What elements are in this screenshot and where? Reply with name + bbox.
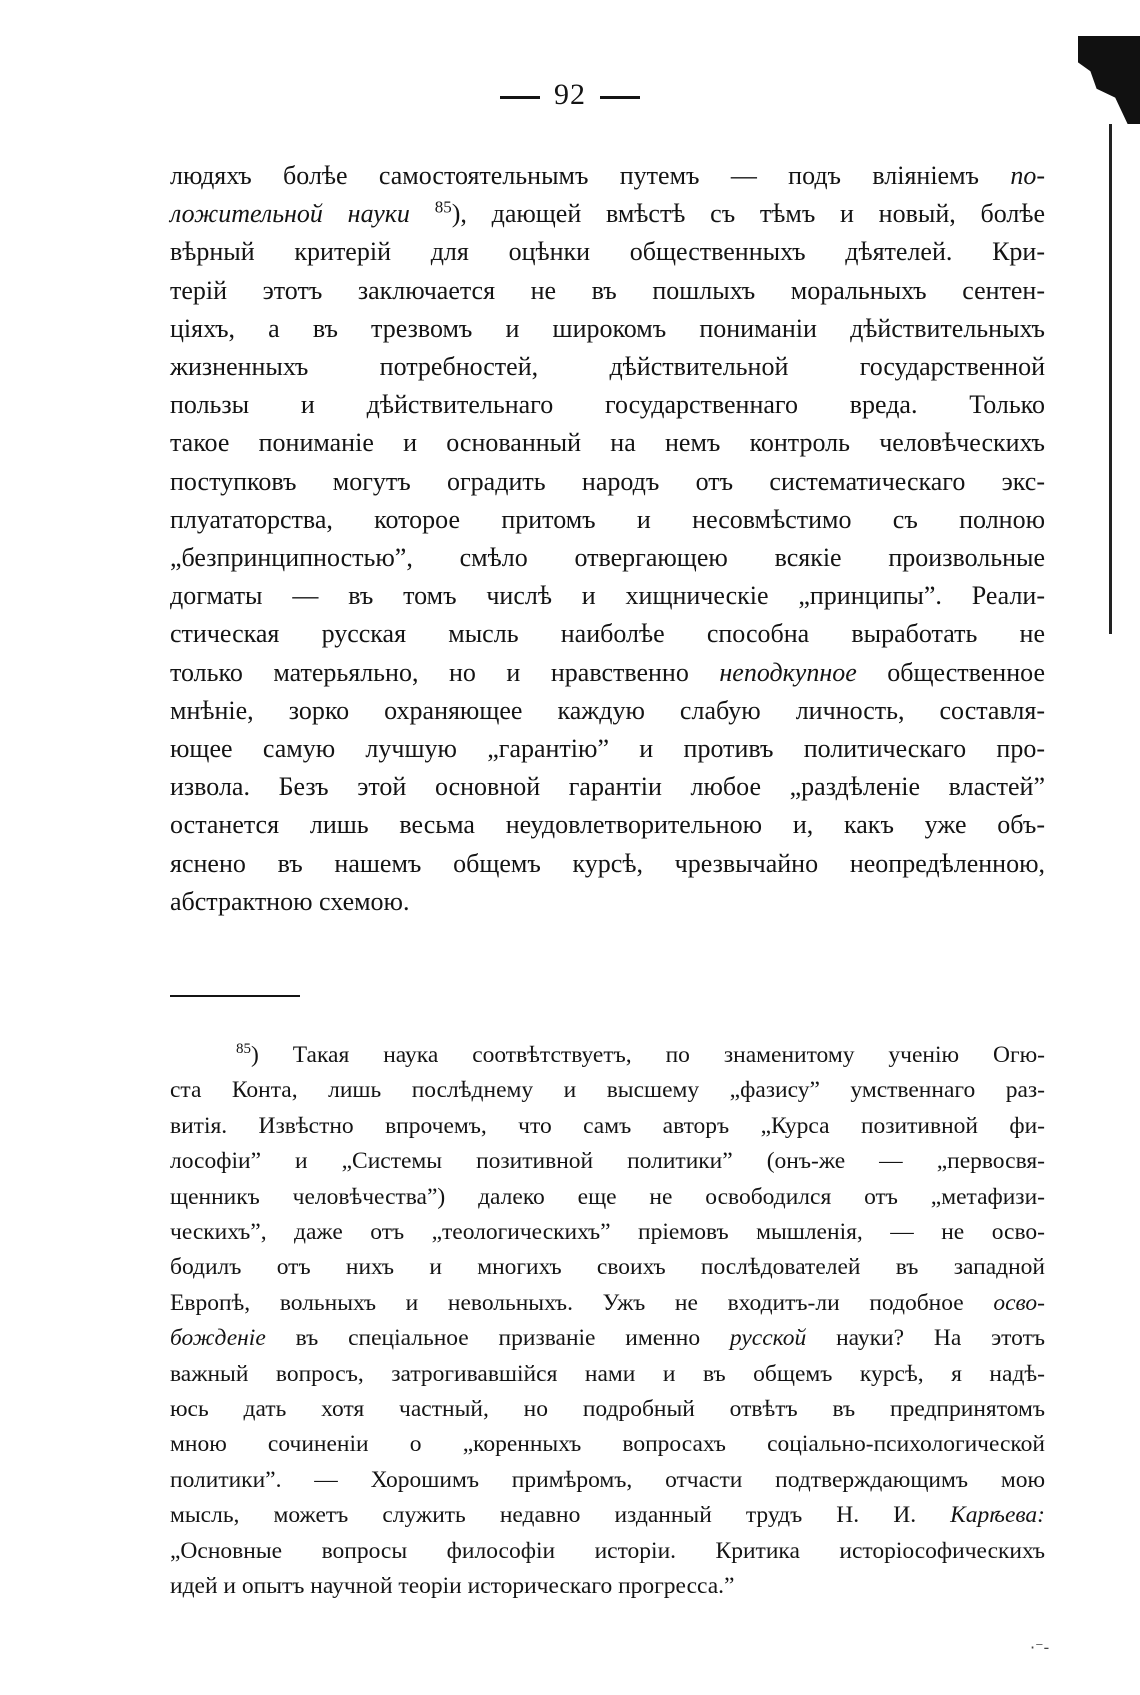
footnote-line-11: юсь дать хотя частный, но подробный отвѣтъ въ предпринятомъ (170, 1396, 1045, 1423)
body-line-13: стическая русская мысль наиболѣе способна выработать не (170, 619, 1045, 649)
page-number-dash-right (600, 96, 640, 99)
body-line-16: ющее самую лучшую „гарантію” и противъ политическаго про- (170, 734, 1045, 764)
scan-speck: ·⁻- (1030, 1638, 1050, 1657)
main-text (170, 157, 1045, 921)
footnote-line-2: ста Конта, лишь послѣднему и высшему „фазису” умственнаго раз- (170, 1077, 1045, 1104)
footnote-line-9: божденіе въ спеціальное призваніе именно русской науки? На этотъ (170, 1325, 1046, 1352)
footnote-line-8: Европѣ, вольныхъ и невольныхъ. Ужъ не входитъ-ли подобное осво- (170, 1289, 1045, 1316)
italic-fragment: неподкупное (719, 657, 857, 687)
page-number-dash-left (500, 96, 540, 99)
footnote-line-7: бодилъ отъ нихъ и многихъ своихъ послѣдователей въ западной (170, 1254, 1045, 1281)
body-line-9: поступковъ могутъ оградить народъ отъ систематическаго экс- (170, 466, 1045, 496)
body-line-6: жизненныхъ потребностей, дѣйствительной государственной (170, 352, 1045, 382)
body-line-15: мнѣніе, зорко охраняющее каждую слабую личность, составля- (170, 695, 1045, 725)
footnote-line-13: политики”. — Хорошимъ примѣромъ, отчасти подтверждающимъ мою (170, 1466, 1045, 1493)
footnote-line-5: щенникъ человѣчества”) далеко еще не освободился отъ „метафизи- (170, 1183, 1045, 1210)
footnote-marker: 85 (236, 1041, 251, 1058)
body-line-7: пользы и дѣйствительнаго государственнаго вреда. Только (170, 390, 1045, 420)
italic-fragment: Карѣева: (950, 1502, 1045, 1529)
body-line-14: только матерьяльно, но и нравственно неподкупное общественное (170, 657, 1045, 687)
footnote-reference: 85 (434, 197, 452, 217)
italic-fragment: ложительной науки (170, 199, 410, 229)
footnote-line-15: „Основные вопросы философіи исторіи. Критика исторіософическихъ (170, 1537, 1045, 1564)
body-line-4: терій этотъ заключается не въ пошлыхъ моральныхъ сентен- (170, 275, 1045, 305)
body-line-19: яснено въ нашемъ общемъ курсѣ, чрезвычайно неопредѣленною, (170, 848, 1045, 878)
footnote-line-10: важный вопросъ, затрогивавшійся нами и въ общемъ курсѣ, я надѣ- (170, 1360, 1045, 1387)
italic-fragment: по- (1010, 161, 1045, 190)
body-line-1: людяхъ болѣе самостоятельнымъ путемъ — подъ вліяніемъ по- (170, 161, 1045, 190)
body-line-20: абстрактною схемою. (170, 886, 410, 916)
italic-fragment: русской (729, 1325, 807, 1352)
footnote-separator (170, 995, 300, 997)
body-line-17: извола. Безъ этой основной гарантіи любое „раздѣленіе властей” (170, 772, 1045, 802)
footnote-line-6: ческихъ”, даже отъ „теологическихъ” пріемовъ мышленія, — не осво- (170, 1219, 1045, 1246)
body-line-2: ложительной науки $^{85}$), дающей вмѣстѣ съ тѣмъ и новый, болѣе (170, 197, 1046, 229)
footnote-line-14: мысль, можетъ служить недавно изданный трудъ Н. И. Карѣева: (170, 1502, 1045, 1529)
body-line-18: останется лишь весьма неудовлетворительною и, какъ уже объ- (170, 810, 1045, 840)
italic-fragment: осво- (993, 1289, 1045, 1316)
body-line-3: вѣрный критерій для оцѣнки общественныхъ дѣятелей. Кри- (170, 237, 1045, 267)
italic-fragment: божденіе (170, 1325, 266, 1352)
body-line-8: такое пониманіе и основанный на немъ контроль человѣческихъ (170, 428, 1045, 458)
footnote (170, 1038, 1045, 1605)
body-line-5: ціяхъ, а въ трезвомъ и широкомъ пониманіи дѣйствительныхъ (170, 313, 1045, 343)
footnote-line-3: витія. Извѣстно впрочемъ, что самъ авторъ „Курса позитивной фи- (170, 1112, 1045, 1139)
page-number-value: 92 (554, 78, 586, 111)
page-number (0, 78, 1140, 112)
footnote-line-16: идей и опытъ научной теоріи историческаго прогресса.” (170, 1573, 735, 1600)
body-line-10: плуататорства, которое притомъ и несовмѣстимо съ полною (170, 504, 1045, 534)
body-line-12: догматы — въ томъ числѣ и хищническіе „принципы”. Реали- (170, 581, 1045, 611)
footnote-line-1: $^{85}$) Такая наука соотвѣтствуетъ, по знаменитому ученію Огю- (236, 1041, 1045, 1068)
scan-edge-line (1109, 124, 1112, 634)
footnote-line-4: лософіи” и „Системы позитивной политики” (онъ-же — „первосвя- (170, 1148, 1045, 1175)
footnote-line-12: мною сочиненіи о „коренныхъ вопросахъ соціально-психологической (170, 1431, 1045, 1458)
body-line-11: „безпринципностью”, смѣло отвергающею всякіе произвольные (170, 543, 1045, 573)
